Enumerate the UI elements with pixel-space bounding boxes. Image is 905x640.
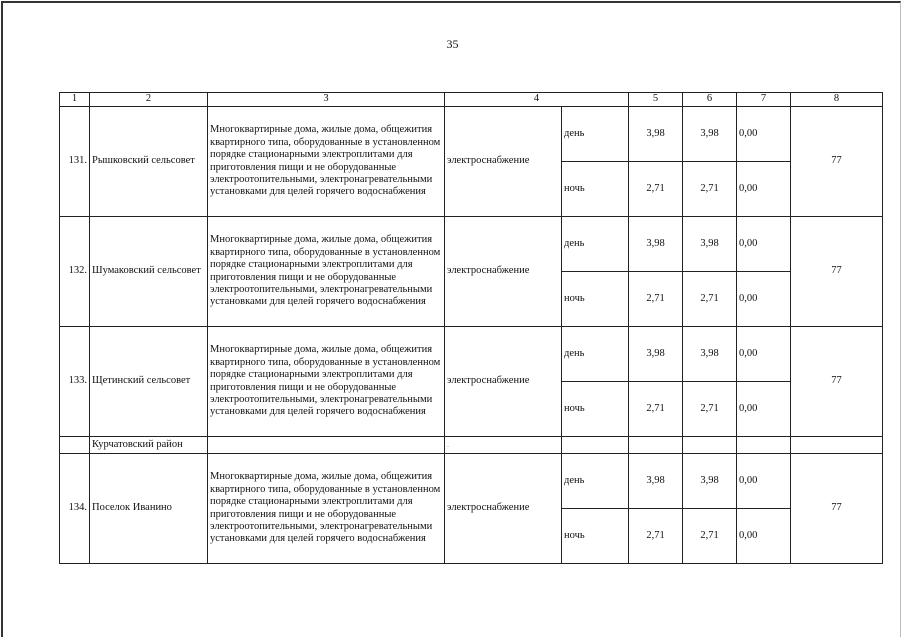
table-row xyxy=(60,327,883,382)
row-number: 131. xyxy=(60,107,90,217)
service-type: электроснабжение xyxy=(445,454,562,564)
row-number: 134. xyxy=(60,454,90,564)
header-cell: 2 xyxy=(90,93,208,107)
table-row xyxy=(60,217,883,272)
value-col7: 0,00 xyxy=(737,217,791,272)
tariff-table xyxy=(59,92,883,564)
district-row xyxy=(60,437,883,454)
value-col7: 0,00 xyxy=(737,382,791,437)
header-cell: 8 xyxy=(791,93,883,107)
settlement-name: Поселок Иванино xyxy=(90,454,208,564)
period-label: ночь xyxy=(562,382,629,437)
header-cell: 3 xyxy=(208,93,445,107)
period-label: день xyxy=(562,107,629,162)
value-col5: 2,71 xyxy=(629,382,683,437)
value-col6: 2,71 xyxy=(683,382,737,437)
value-col7: 0,00 xyxy=(737,162,791,217)
district-mark: . xyxy=(445,437,562,454)
value-col6: 3,98 xyxy=(683,327,737,382)
table-row xyxy=(60,107,883,162)
service-type: электроснабжение xyxy=(445,327,562,437)
value-col6: 3,98 xyxy=(683,454,737,509)
value-col5: 3,98 xyxy=(629,107,683,162)
value-col7: 0,00 xyxy=(737,454,791,509)
service-type: электроснабжение xyxy=(445,217,562,327)
district-empty-cell xyxy=(737,437,791,454)
period-label: день xyxy=(562,327,629,382)
header-cell: 4 xyxy=(445,93,629,107)
value-col5: 3,98 xyxy=(629,327,683,382)
value-col6: 2,71 xyxy=(683,509,737,564)
district-name: Курчатовский район xyxy=(90,437,208,454)
row-number: 133. xyxy=(60,327,90,437)
header-cell: 1 xyxy=(60,93,90,107)
category-description: Многоквартирные дома, жилые дома, общежития квартирного типа, оборудованные в установленном порядке стационарными электроплитами для приготовления пищи и не оборудованные электроотопительными, электронагревательными установками для целей горячего водоснабжения xyxy=(208,454,445,564)
district-empty-cell xyxy=(208,437,445,454)
district-num-cell xyxy=(60,437,90,454)
value-col5: 2,71 xyxy=(629,272,683,327)
value-col5: 2,71 xyxy=(629,162,683,217)
value-col6: 3,98 xyxy=(683,107,737,162)
district-empty-cell xyxy=(683,437,737,454)
service-type: электроснабжение xyxy=(445,107,562,217)
page-number: 35 xyxy=(446,37,459,51)
period-label: ночь xyxy=(562,162,629,217)
header-cell: 6 xyxy=(683,93,737,107)
value-col7: 0,00 xyxy=(737,272,791,327)
district-empty-cell xyxy=(791,437,883,454)
period-label: ночь xyxy=(562,509,629,564)
value-col6: 2,71 xyxy=(683,272,737,327)
row-number: 132. xyxy=(60,217,90,327)
value-col7: 0,00 xyxy=(737,509,791,564)
value-col5: 3,98 xyxy=(629,217,683,272)
header-cell: 5 xyxy=(629,93,683,107)
period-label: ночь xyxy=(562,272,629,327)
value-col6: 3,98 xyxy=(683,217,737,272)
value-col5: 2,71 xyxy=(629,509,683,564)
value-col8: 77 xyxy=(791,107,883,217)
value-col7: 0,00 xyxy=(737,107,791,162)
category-description: Многоквартирные дома, жилые дома, общежития квартирного типа, оборудованные в установленном порядке стационарными электроплитами для приготовления пищи и не оборудованные электроотопительными, электронагревательными установками для целей горячего водоснабжения xyxy=(208,327,445,437)
value-col8: 77 xyxy=(791,217,883,327)
period-label: день xyxy=(562,217,629,272)
table-row xyxy=(60,454,883,509)
category-description: Многоквартирные дома, жилые дома, общежития квартирного типа, оборудованные в установленном порядке стационарными электроплитами для приготовления пищи и не оборудованные электроотопительными, электронагревательными установками для целей горячего водоснабжения xyxy=(208,107,445,217)
value-col7: 0,00 xyxy=(737,327,791,382)
period-label: день xyxy=(562,454,629,509)
district-empty-cell xyxy=(562,437,629,454)
value-col8: 77 xyxy=(791,454,883,564)
value-col8: 77 xyxy=(791,327,883,437)
settlement-name: Шумаковский сельсовет xyxy=(90,217,208,327)
category-description: Многоквартирные дома, жилые дома, общежития квартирного типа, оборудованные в установленном порядке стационарными электроплитами для приготовления пищи и не оборудованные электроотопительными, электронагревательными установками для целей горячего водоснабжения xyxy=(208,217,445,327)
header-row xyxy=(60,93,883,107)
header-cell: 7 xyxy=(737,93,791,107)
value-col5: 3,98 xyxy=(629,454,683,509)
district-empty-cell xyxy=(629,437,683,454)
value-col6: 2,71 xyxy=(683,162,737,217)
settlement-name: Щетинский сельсовет xyxy=(90,327,208,437)
settlement-name: Рышковский сельсовет xyxy=(90,107,208,217)
